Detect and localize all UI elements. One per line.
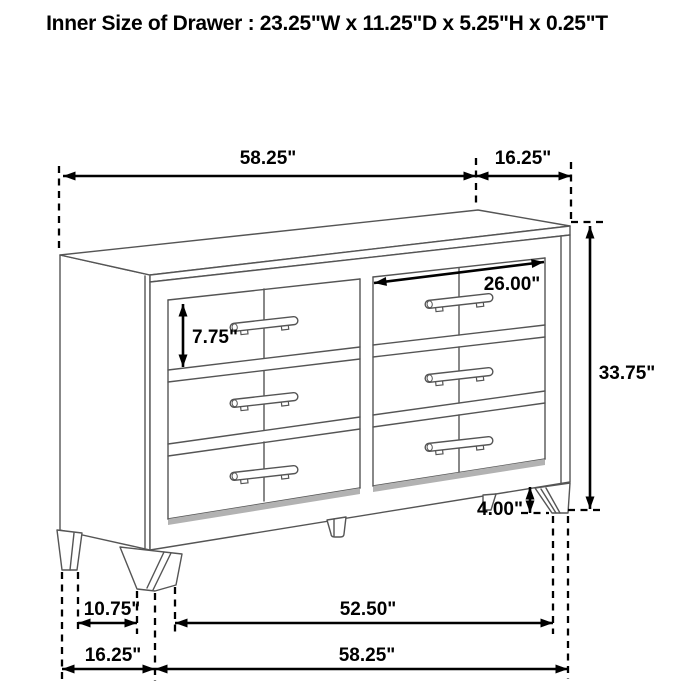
leg-back-left — [57, 530, 82, 570]
dimension-overall-height — [568, 226, 655, 510]
dimension-label: 52.50" — [339, 599, 397, 620]
side-panel — [60, 255, 150, 550]
dimension-label: 16.25" — [84, 645, 142, 666]
dimension-label: 10.75" — [83, 599, 141, 620]
dimension-top-depth — [476, 148, 604, 222]
dimension-base-width — [155, 516, 568, 679]
dimension-label: 58.25" — [239, 148, 297, 169]
leg-front-left — [120, 547, 182, 591]
dimension-label: 58.25" — [338, 645, 396, 666]
dimension-label: 26.00" — [483, 274, 541, 295]
dimension-label: 16.25" — [494, 148, 552, 169]
dimension-label: 4.00" — [477, 499, 523, 520]
dimension-label: 7.75" — [192, 327, 238, 348]
dimension-label: 33.75" — [598, 363, 656, 384]
leg-middle — [327, 517, 346, 537]
page-title: Inner Size of Drawer : 23.25"W x 11.25"D x 5.25"H x 0.25"T — [46, 12, 608, 35]
guide-line — [571, 162, 604, 222]
dimension-leg-gap — [78, 572, 140, 634]
